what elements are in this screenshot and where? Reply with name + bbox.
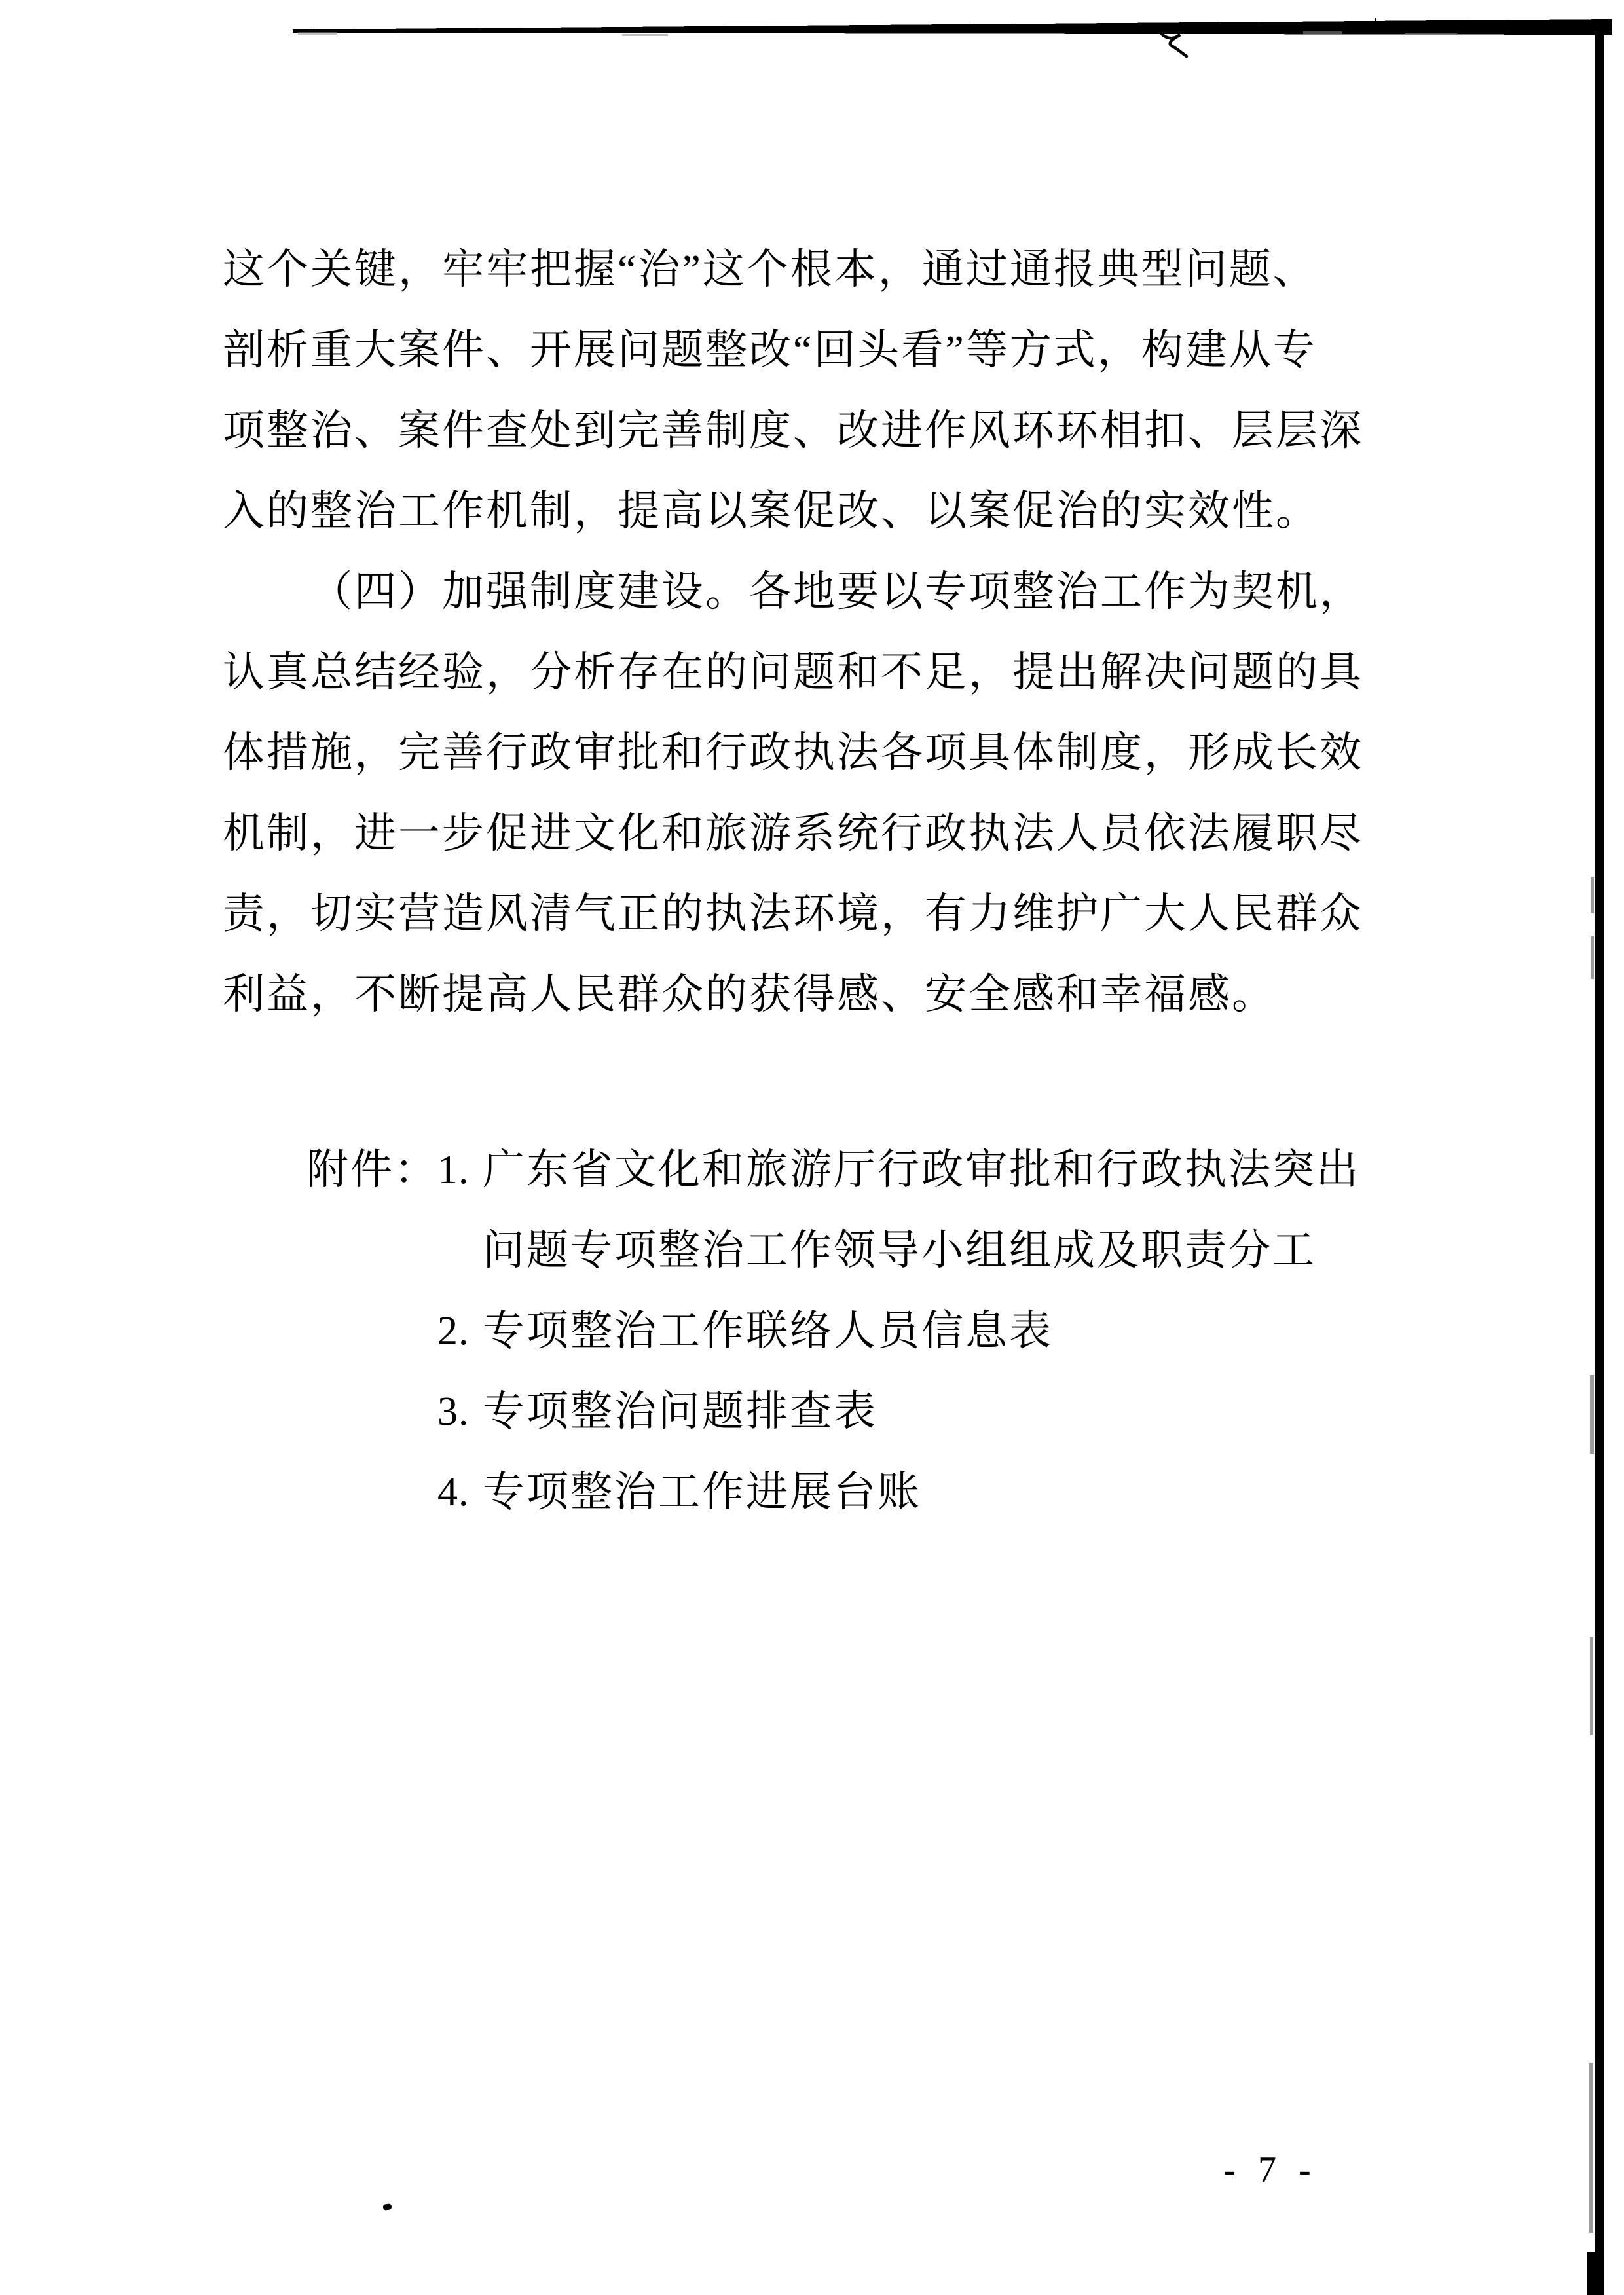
scan-noise-speckle (622, 34, 668, 36)
body-line: 项整治、案件查处到完善制度、改进作风环环相扣、层层深 (223, 407, 1363, 454)
scan-ink-dot (382, 2203, 392, 2211)
attachment-item-text: 专项整治问题排查表 (483, 1388, 877, 1435)
attachment-item-number: 2. (437, 1309, 470, 1353)
body-line: 认真总结经验，分析存在的问题和不足，提出解决问题的具 (223, 649, 1363, 695)
scan-noise-speckle (298, 32, 337, 35)
body-line-paragraph-start: （四）加强制度建设。各地要以专项整治工作为契机， (310, 568, 1363, 615)
scan-artifact-top-band (0, 0, 1624, 79)
scan-noise-speckle (1405, 33, 1457, 35)
pen-check-mark-icon (1159, 29, 1196, 60)
attachment-item-text: 专项整治工作进展台账 (483, 1469, 921, 1515)
scan-noise-streak (1590, 1637, 1593, 1735)
page-number: - 7 - (1223, 2150, 1318, 2190)
attachment-item-number: 1. (437, 1148, 470, 1192)
body-line: 剖析重大案件、开展问题整改“回头看”等方式，构建从专 (223, 327, 1317, 373)
scan-noise-streak (1591, 877, 1594, 913)
attachments-label: 附件： (306, 1147, 438, 1193)
scan-noise-streak (1589, 2063, 1593, 2233)
attachment-item-text: 专项整治工作联络人员信息表 (483, 1308, 1053, 1354)
scan-noise-speckle (1303, 31, 1342, 35)
scan-noise-streak (1590, 1375, 1594, 1454)
scan-artifact-right-band-bottom (1587, 2252, 1604, 2295)
scan-artifact-right-band (1595, 20, 1604, 2295)
attachment-item-number: 3. (437, 1389, 470, 1434)
body-line: 机制，进一步促进文化和旅游系统行政执法人员依法履职尽 (223, 810, 1363, 856)
body-line: 利益，不断提高人民群众的获得感、安全感和幸福感。 (223, 971, 1276, 1018)
body-line: 责，切实营造风清气正的执法环境，有力维护广大人民群众 (223, 890, 1363, 937)
attachment-item-text: 广东省文化和旅游厅行政审批和行政执法突出 (483, 1147, 1360, 1193)
attachment-item-text-continuation: 问题专项整治工作领导小组组成及职责分工 (483, 1227, 1316, 1274)
body-line: 体措施，完善行政审批和行政执法各项具体制度，形成长效 (223, 729, 1363, 776)
attachment-item-number: 4. (437, 1470, 470, 1515)
body-line: 入的整治工作机制，提高以案促改、以案促治的实效性。 (223, 488, 1320, 534)
body-line: 这个关键，牢牢把握“治”这个根本，通过通报典型问题、 (223, 246, 1317, 293)
scan-noise-streak (1591, 936, 1594, 979)
